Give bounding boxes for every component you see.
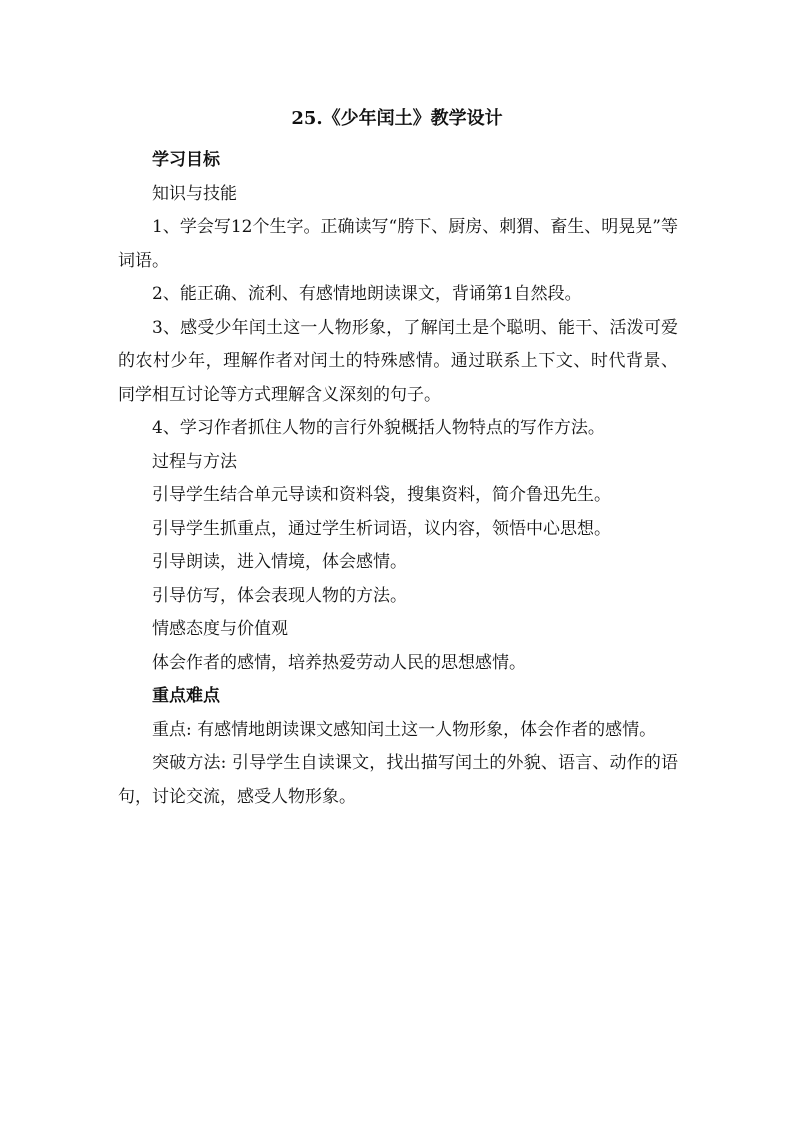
paragraph-process-1: 引导学生结合单元导读和资料袋，搜集资料，简介鲁迅先生。	[152, 485, 611, 505]
paragraph-process-4: 引导仿写，体会表现人物的方法。	[152, 585, 407, 606]
subheading-process-methods: 过程与方法	[152, 451, 237, 472]
paragraph-objective-1: 1、学会写12个生字。正确读写“胯下、厨房、刺猬、畜生、明晃晃”等词语。	[118, 217, 678, 271]
paragraph-breakthrough-method: 突破方法: 引导学生自读课文，找出描写闰土的外貌、语言、动作的语句，讨论交流，感受人物形象。	[118, 753, 678, 807]
paragraph-process-2: 引导学生抓重点，通过学生析词语，议内容，领悟中心思想。	[152, 518, 611, 539]
paragraph-objective-4: 4、学习作者抓住人物的言行外貌概括人物特点的写作方法。	[152, 418, 605, 438]
subheading-knowledge-skills: 知识与技能	[152, 183, 237, 204]
section-heading-key-difficult-points: 重点难点	[152, 686, 220, 706]
section-heading-objectives: 学习目标	[152, 150, 220, 170]
paragraph-emotion-1: 体会作者的感情，培养热爱劳动人民的思想感情。	[152, 652, 526, 673]
paragraph-key-point: 重点: 有感情地朗读课文感知闰土这一人物形象，体会作者的感情。	[152, 719, 657, 740]
document-body	[118, 144, 678, 814]
paragraph-process-3: 引导朗读，进入情境，体会感情。	[152, 552, 407, 572]
subheading-emotion-values: 情感态度与价值观	[152, 619, 288, 639]
paragraph-objective-3: 3、感受少年闰土这一人物形象，了解闰土是个聪明、能干、活泼可爱的农村少年，理解作者对闰土的特殊感情。通过联系上下文、时代背景、同学相互讨论等方式理解含义深刻的句子。	[118, 317, 678, 405]
document-title: 25.《少年闰土》教学设计	[291, 108, 503, 129]
paragraph-objective-2: 2、能正确、流利、有感情地朗读课文，背诵第1自然段。	[152, 284, 582, 304]
